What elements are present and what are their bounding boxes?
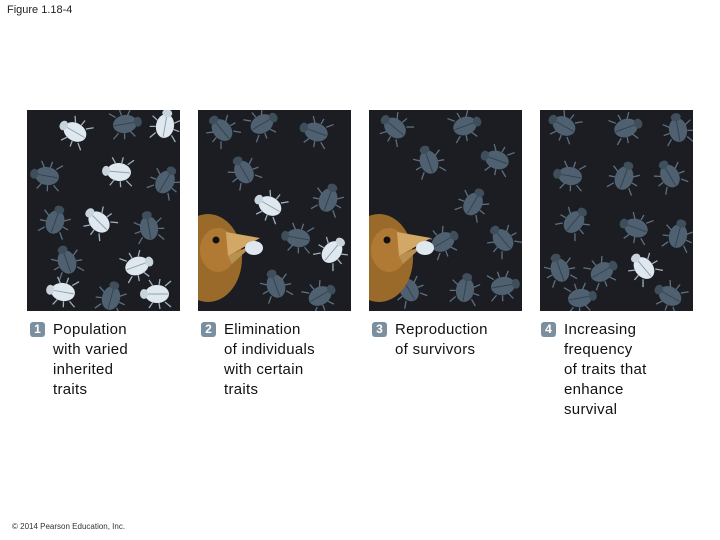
caption-line: inherited xyxy=(53,361,114,378)
step-caption xyxy=(564,320,647,420)
beetle-icon xyxy=(448,271,483,307)
beetle-scene xyxy=(198,110,351,311)
beetle-icon xyxy=(540,249,579,288)
beetle-icon xyxy=(109,110,145,141)
caption-line: with certain xyxy=(224,361,304,378)
caption-line: Reproduction xyxy=(395,321,488,338)
caption-line: Elimination xyxy=(224,321,301,338)
step-caption xyxy=(224,320,315,400)
caption-line: frequency xyxy=(564,341,633,358)
beetle-icon xyxy=(131,209,166,245)
beetle-icon xyxy=(119,246,158,285)
caption-line: of traits that xyxy=(564,361,647,378)
beetle-icon xyxy=(447,110,486,145)
beetle-icon xyxy=(605,157,644,196)
caption-line: enhance xyxy=(564,381,624,398)
beetle-icon xyxy=(309,179,348,218)
beetle-icon xyxy=(453,182,494,224)
caption-line: Population xyxy=(53,321,127,338)
beetle-icon xyxy=(145,160,180,202)
beetle-icon xyxy=(564,280,600,311)
beetle-scene xyxy=(540,110,693,311)
beetle-icon xyxy=(409,141,448,180)
panel-increasing-frequency xyxy=(540,110,693,311)
beetle-icon xyxy=(223,150,264,192)
step-number-badge: 4 xyxy=(541,322,556,337)
copyright-notice: © 2014 Pearson Education, Inc. xyxy=(12,522,126,531)
caption-line: traits xyxy=(53,381,88,398)
beetle-icon xyxy=(248,185,290,226)
step-number-badge: 3 xyxy=(372,322,387,337)
beetle-scene xyxy=(27,110,180,311)
beetle-icon xyxy=(101,156,134,189)
beetle-icon xyxy=(36,201,75,240)
caption-line: with varied xyxy=(53,341,128,358)
beetle-icon xyxy=(76,199,119,242)
beetle-icon xyxy=(608,110,647,147)
beetle-icon xyxy=(279,220,315,255)
beetle-icon xyxy=(44,274,80,309)
beetle-icon xyxy=(660,111,693,147)
beetle-icon xyxy=(93,278,130,311)
step-number-badge: 1 xyxy=(30,322,45,337)
caption-line: Increasing xyxy=(564,321,637,338)
beetle-icon xyxy=(622,245,665,288)
beetle-icon xyxy=(648,275,690,311)
caption-line: of individuals xyxy=(224,341,315,358)
beetle-icon xyxy=(372,110,415,148)
beetle-icon xyxy=(542,110,584,146)
beetle-icon xyxy=(615,208,654,247)
beetle-icon xyxy=(423,221,465,262)
beetle-icon xyxy=(256,265,295,304)
figure-label: Figure 1.18-4 xyxy=(7,4,73,16)
beetle-scene xyxy=(369,110,522,311)
beetle-icon xyxy=(582,251,624,292)
beetle-icon xyxy=(242,110,284,144)
caption-line: traits xyxy=(224,381,259,398)
beetle-icon xyxy=(300,275,342,311)
caption-line: survival xyxy=(564,401,618,418)
panel-population xyxy=(27,110,180,311)
beetle-icon xyxy=(47,241,86,280)
beetle-icon xyxy=(554,199,597,242)
beetle-icon xyxy=(148,110,180,142)
beetle-icon xyxy=(487,268,522,303)
panel-elimination xyxy=(198,110,351,311)
caption-line: of survivors xyxy=(395,341,476,358)
beetle-icon xyxy=(476,140,515,179)
beetle-icon xyxy=(312,229,351,272)
beetle-icon xyxy=(481,217,522,260)
beetle-icon xyxy=(53,111,95,152)
beetle-icon xyxy=(200,110,243,150)
panel-reproduction xyxy=(369,110,522,311)
beetle-icon xyxy=(295,112,334,151)
beetle-icon xyxy=(551,158,587,193)
beetle-icon xyxy=(28,158,64,193)
beetle-icon xyxy=(649,154,690,196)
step-caption xyxy=(53,320,128,400)
step-caption xyxy=(395,320,488,360)
bird-icon xyxy=(369,214,434,302)
beetle-icon xyxy=(660,216,693,254)
beetle-icon xyxy=(140,279,171,309)
step-number-badge: 2 xyxy=(201,322,216,337)
bird-icon xyxy=(198,214,263,302)
